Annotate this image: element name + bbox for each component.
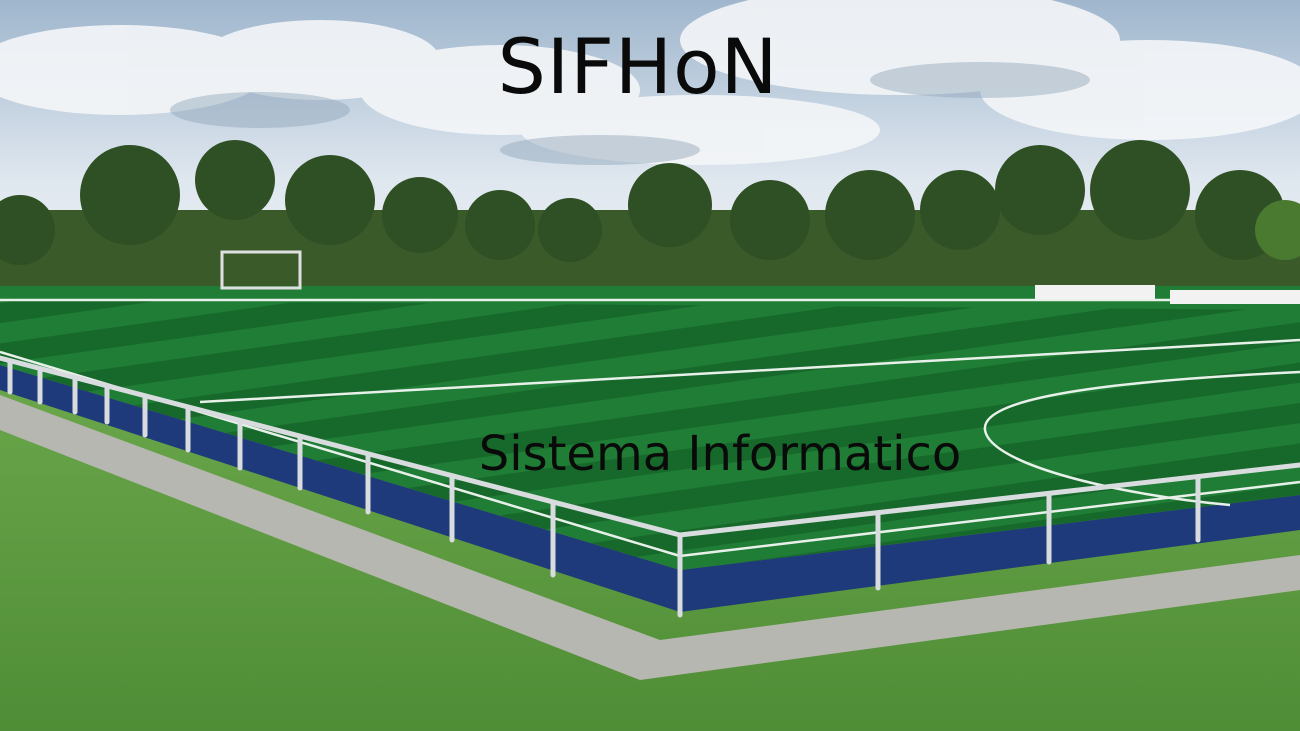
app-subtitle: Sistema Informatico bbox=[478, 426, 962, 482]
app-title: SIFHoN bbox=[497, 22, 779, 111]
